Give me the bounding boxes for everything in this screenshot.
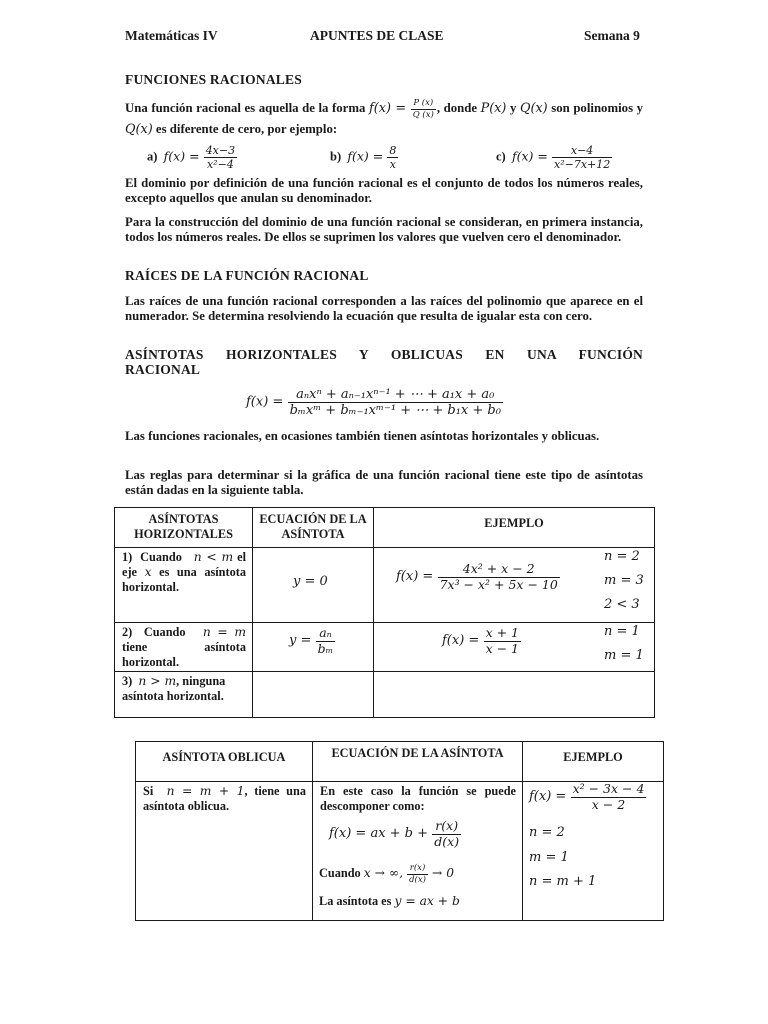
roots-paragraph: Las raíces de una función racional corresponden a las raíces del polinomio que aparece en el numerador. Se determina resolviendo la ecuación que resulta de igualar esta con cero.: [125, 294, 643, 323]
example-b: b) f(x) = $\frac{8}{x}$: [330, 144, 397, 171]
horizontal-asymptotes-table: [114, 507, 655, 718]
header-week: Semana 9: [584, 28, 640, 43]
rules-intro-paragraph: Las reglas para determinar si la gráfica de una función racional tiene este tipo de asíntotas están dadas en la siguiente tabla.: [125, 468, 643, 497]
section-title-asymptotes: ASÍNTOTAS HORIZONTALES Y OBLICUAS EN UNA FUNCIÓN RACIONAL: [125, 347, 643, 377]
example-function-2: f(x) = $\frac{x + 1}{x - 1}$: [442, 625, 519, 656]
col-header-equation: ECUACIÓN DE LA ASÍNTOTA: [253, 508, 374, 548]
section-title-rational-functions: FUNCIONES RACIONALES: [125, 72, 302, 87]
col-header-horizontal: ASÍNTOTAS HORIZONTALES: [115, 508, 253, 548]
degree-n: n = 2: [604, 549, 640, 564]
header-course: Matemáticas IV: [125, 28, 218, 43]
example-c: c) f(x) = $\frac{x-4}{\text{x²−7x+12}}$: [496, 144, 611, 171]
domain-construction-paragraph: Para la construcción del dominio de una función racional se consideran, en primera instancia, todos los números reales. De ellos se suprimen los valores que vuelven cero el denominador.: [125, 215, 643, 244]
rule-n-equal-m-plus-1: Si n = m + 1, tiene una asíntota oblicua.: [143, 784, 306, 813]
degree-relation: n = m + 1: [529, 874, 597, 889]
decomposition-intro: En este caso la función se puede descomponer como:: [320, 784, 516, 813]
degree-m: m = 1: [529, 850, 569, 865]
definition-paragraph: Una función racional es aquella de la forma f(x) = $\frac{P (x)}{Q (x)}$ , donde P(x) y Q(x) son polinomios y Q(x) es diferente de cero, por ejemplo:: [125, 98, 644, 138]
degree-m: m = 1: [604, 648, 644, 663]
header-title: APUNTES DE CLASE: [310, 28, 444, 43]
degree-n: n = 1: [604, 624, 640, 639]
degree-n: n = 2: [529, 825, 565, 840]
asymptote-statement: La asíntota es y = ax + b: [319, 894, 460, 908]
section-title-roots: RAÍCES DE LA FUNCIÓN RACIONAL: [125, 268, 369, 283]
oblique-asymptote-table: [135, 741, 664, 921]
rule-n-greater-m: 3) n > m, ninguna asíntota horizontal.: [122, 674, 226, 703]
decomposition-formula: f(x) = ax + b + $\frac{r(x)}{d(x)}$: [329, 818, 460, 849]
equation-y-zero: y = 0: [293, 574, 328, 589]
table-row: [136, 782, 664, 921]
example-a: a) f(x) = $\frac{4x-3}{\text{x²−4}}$: [147, 144, 236, 171]
degree-comparison: 2 < 3: [604, 597, 640, 612]
table-row: [115, 623, 655, 672]
rule-n-equal-m: 2) Cuando n = m tiene asíntota horizontal.: [122, 625, 247, 669]
table-row: [115, 548, 655, 623]
col-header-oblique: ASÍNTOTA OBLICUA: [136, 742, 313, 782]
col-header-example: EJEMPLO: [523, 742, 664, 782]
col-header-example: EJEMPLO: [374, 508, 655, 548]
domain-paragraph: El dominio por definición de una función racional es el conjunto de todos los números reales, excepto aquellos que anulan su denominador.: [125, 176, 643, 205]
general-rational-formula: f(x) = $\frac{\text{aₙxⁿ + aₙ₋₁xⁿ⁻¹ + ⋯ + a₁x + a₀}}{\text{bₘxᵐ + bₘ₋₁xᵐ⁻¹ + ⋯ + b₁x + b₀}}$: [246, 387, 501, 418]
limit-statement: Cuando x → ∞, $\frac{r(x)}{d(x)}$ → 0: [319, 863, 455, 885]
table-row: [115, 672, 655, 718]
rule-n-less-m: 1) Cuando n < m el eje x es una asíntota horizontal.: [122, 550, 246, 594]
example-function-oblique: f(x) = $\frac{\text{x² − 3x − 4}}{x - 2}$: [529, 781, 645, 812]
equation-y-ratio: y = $\frac{\text{aₙ}}{\text{bₘ}}$: [289, 625, 334, 656]
example-function-1: f(x) = $\frac{\text{4x² + x − 2}}{\text{7x³ − x² + 5x − 10}}$: [396, 561, 558, 592]
degree-m: m = 3: [604, 573, 644, 588]
asymptotes-intro-paragraph: Las funciones racionales, en ocasiones también tienen asíntotas horizontales y oblicuas.: [125, 429, 600, 443]
col-header-equation: ECUACIÓN DE LA ASÍNTOTA: [313, 742, 523, 782]
